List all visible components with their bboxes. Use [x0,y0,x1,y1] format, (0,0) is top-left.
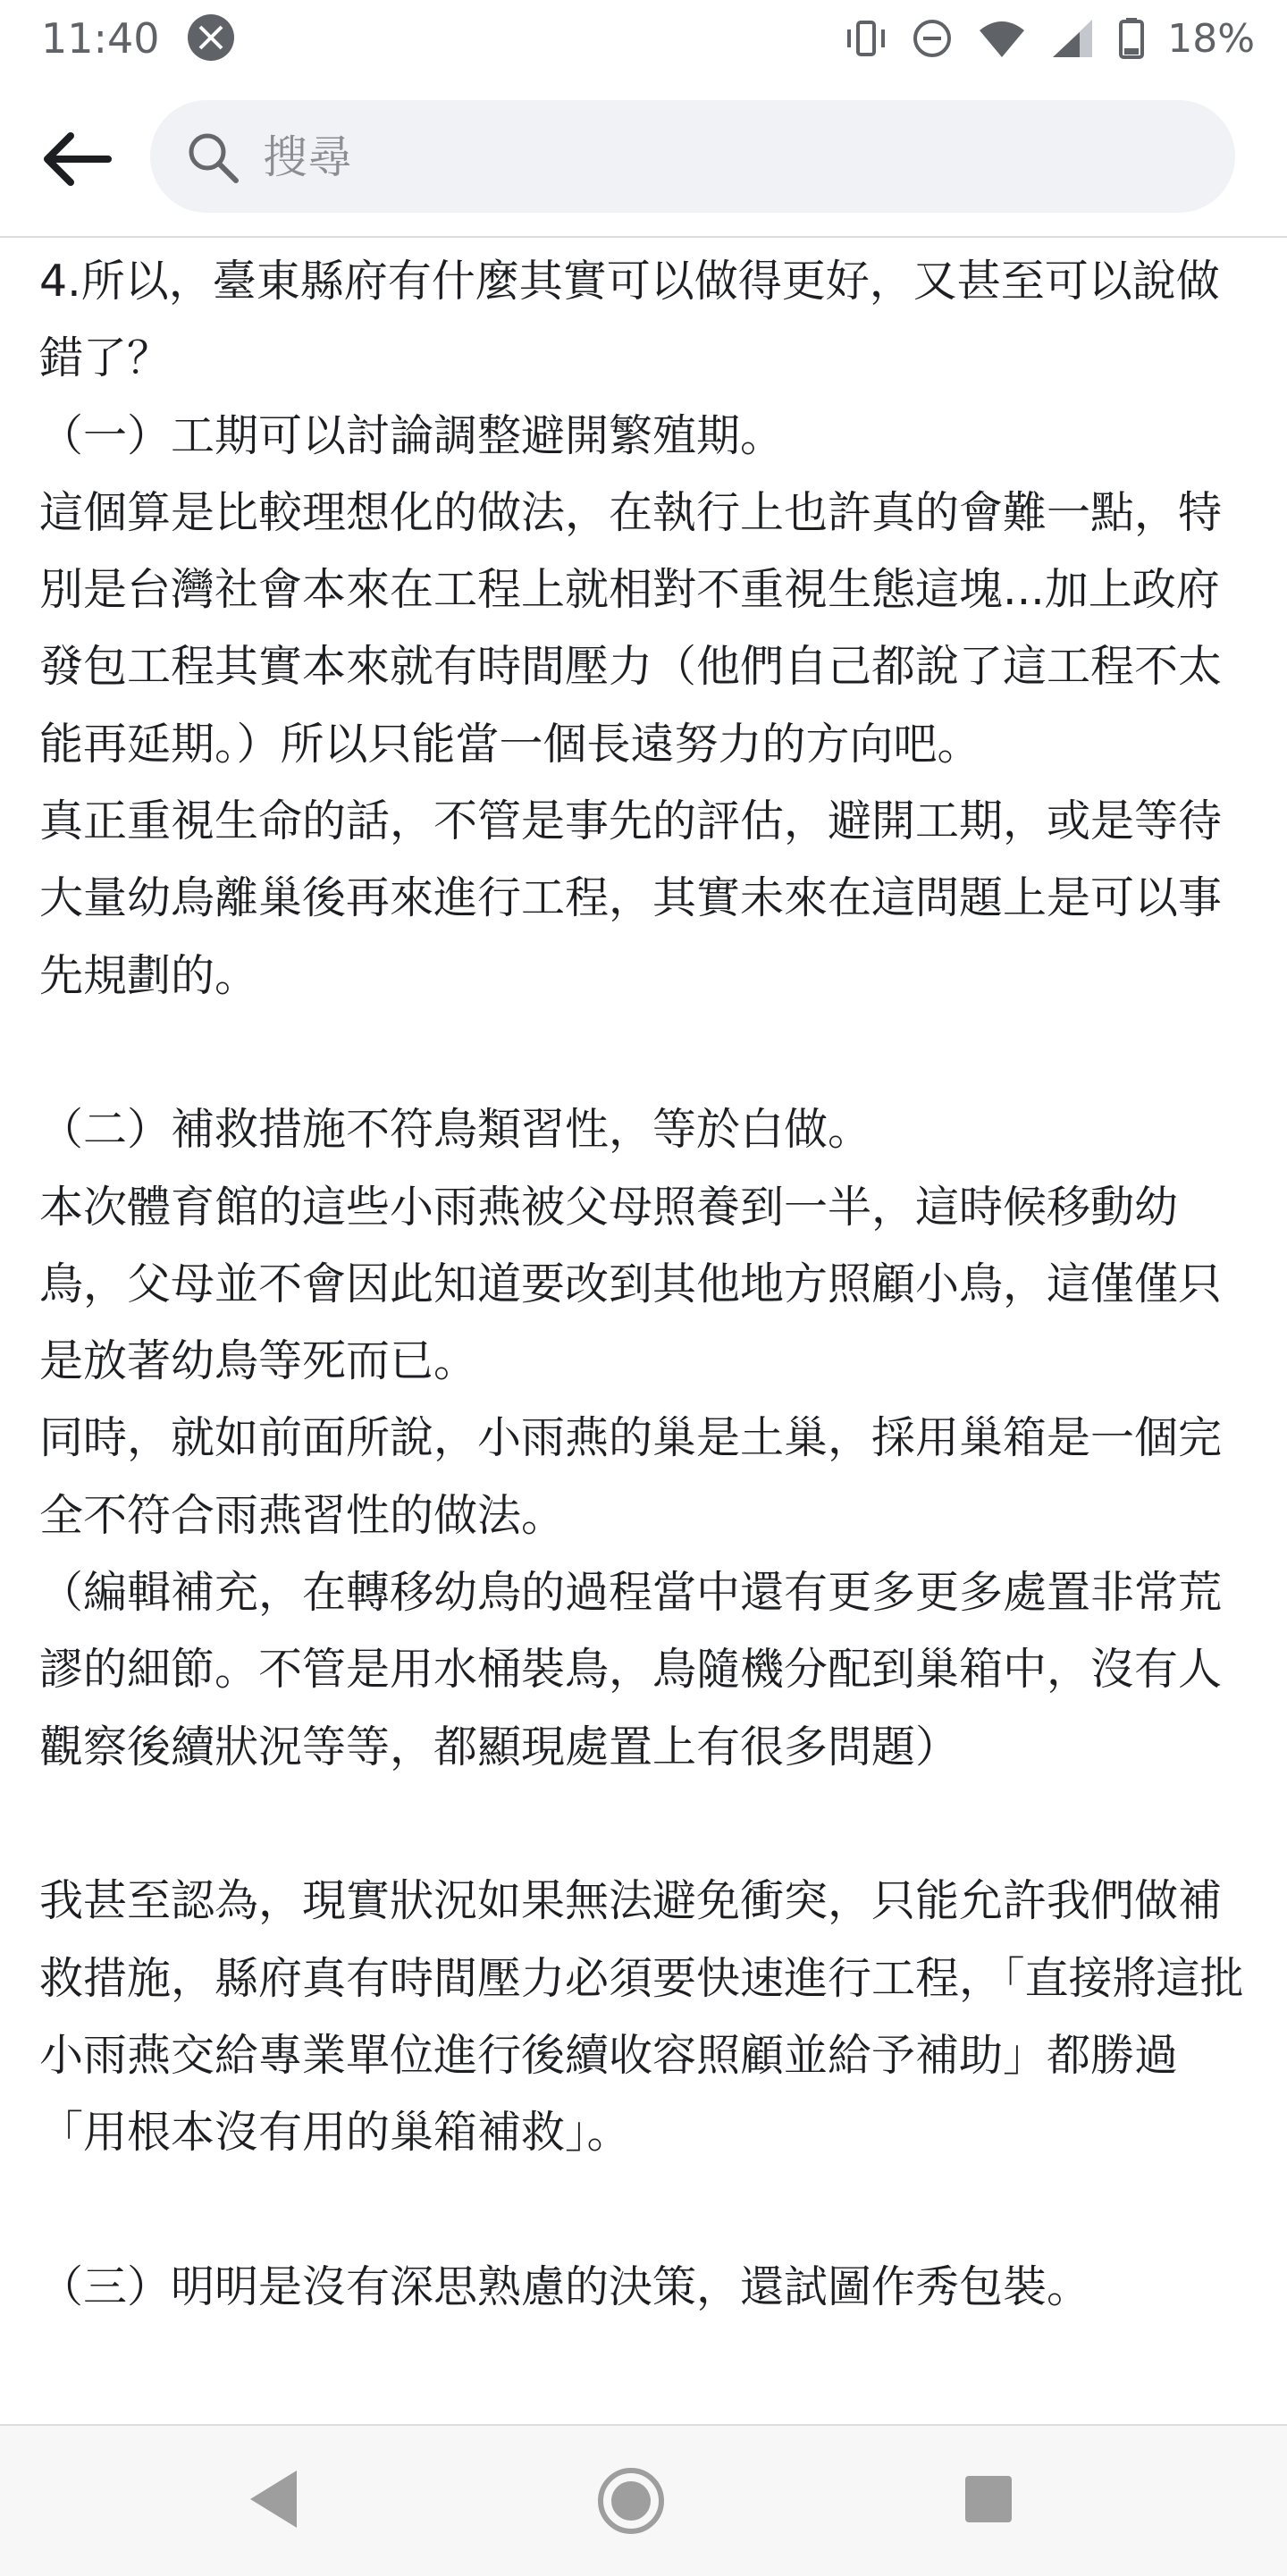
post-body [39,243,1255,2326]
battery-percentage: 18% [1167,15,1255,62]
search-input[interactable] [261,118,1194,197]
status-time: 11:40 [41,14,160,63]
vibrate-icon [844,19,888,58]
system-navigation-bar [0,2424,1287,2576]
back-button[interactable] [36,123,116,195]
circle-home-icon[interactable] [595,2465,667,2537]
status-bar [0,0,1287,77]
paragraph: 這個算是比較理想化的做法，在執行上也許真的會難一點，特別是台灣社會本來在工程上就相對不重視生態這塊...加上政府發包工程其實本來就有時間壓力（他們自己都說了這工程不太能再延期。）所以只能當一個長遠努力的方向吧。 [39,486,1223,770]
no-location-icon [188,14,234,61]
paragraph: 同時，就如前面所說，小雨燕的巢是土巢，採用巢箱是一個完全不符合雨燕習性的做法。 [39,1412,1223,1541]
blank-line [39,1786,1255,1863]
status-icons [844,13,1255,64]
paragraph: （編輯補充，在轉移幼鳥的過程當中還有更多更多處置非常荒謬的細節。不管是用水桶裝鳥，鳥隨機分配到巢箱中，沒有人觀察後續狀況等等，都顯現處置上有很多問題） [39,1567,1223,1772]
blank-line [39,2171,1255,2248]
paragraph: 真正重視生命的話，不管是事先的評估，避開工期，或是等待大量幼鳥離巢後再來進行工程，其實未來在這問題上是可以事先規劃的。 [39,796,1223,1001]
paragraph: 我甚至認為，現實狀況如果無法避免衝突，只能允許我們做補救措施，縣府真有時間壓力必須要快速進行工程，「直接將這批小雨燕交給專業單位進行後續收容照顧並給予補助」都勝過「用根本沒有用的巢箱補救」。 [39,1875,1244,2159]
wifi-icon [976,18,1028,59]
signal-icon [1051,18,1096,59]
do-not-disturb-icon [912,18,953,59]
arrow-left-icon [40,130,112,188]
paragraph: 4.所以，臺東縣府有什麼其實可以做得更好，又甚至可以說做錯了？ [39,256,1220,384]
search-header [0,77,1287,238]
square-recents-icon[interactable] [962,2472,1015,2526]
section-heading: （三）明明是沒有深思熟慮的決策，還試圖作秀包裝。 [39,2260,1091,2312]
triangle-back-icon[interactable] [241,2465,309,2533]
section-heading: （一）工期可以討論調整避開繁殖期。 [39,409,785,461]
blank-line [39,1014,1255,1091]
paragraph: 本次體育館的這些小雨燕被父母照養到一半，這時候移動幼鳥，父母並不會因此知道要改到其他地方照顧小鳥，這僅僅只是放著幼鳥等死而已。 [39,1181,1223,1387]
search-bar[interactable] [150,100,1235,213]
battery-icon [1119,18,1144,59]
magnifier-icon [184,129,241,186]
section-heading: （二）補救措施不符鳥類習性，等於白做。 [39,1104,872,1156]
